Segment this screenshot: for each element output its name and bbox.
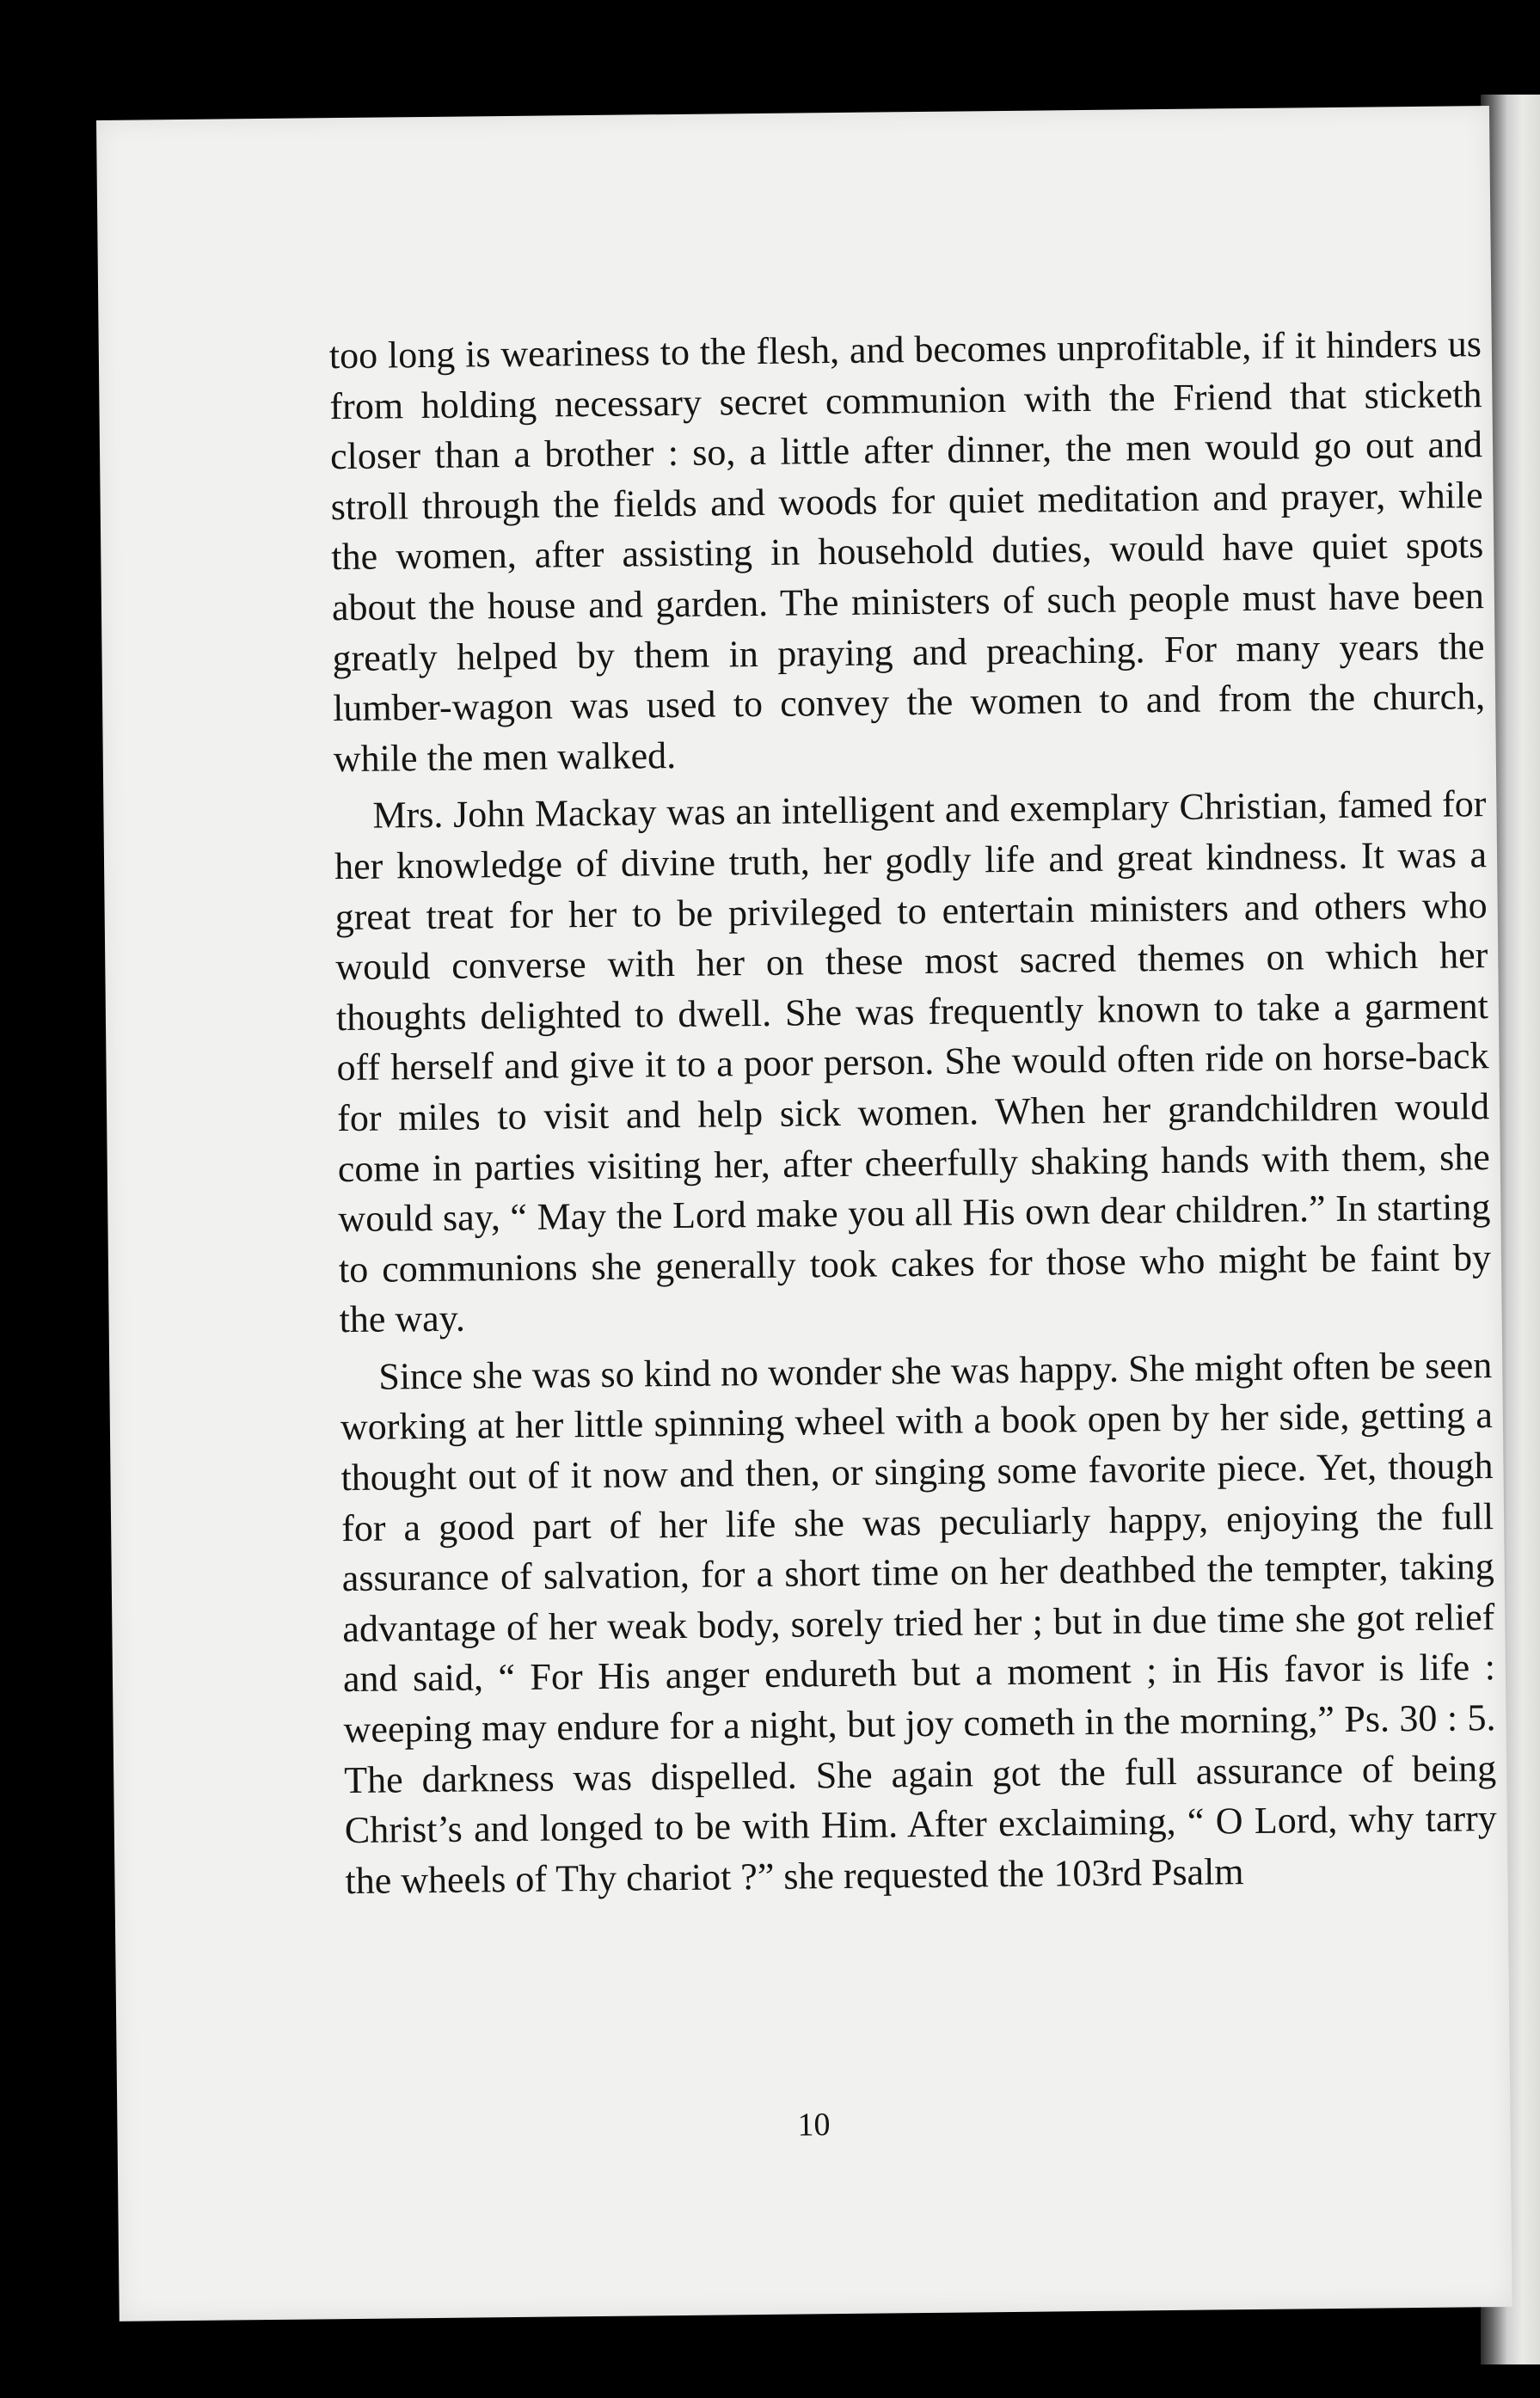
- paragraph-mrs-mackay: Mrs. John Mackay was an intelligent and exemplary Christian, famed for her knowledge of divine truth, her godly life and great kindness. It was a great treat for her to be privileged to entertain ministers and others who would converse with her on these most sacred themes on which her thoughts delighted to dwell. She was frequently known to take a garment off herself and give it to a poor person. She would often ride on horse-back for miles to visit and help sick women. When her grandchildren would come in parties visiting her, after cheerfully shaking hands with them, she would say, “ May the Lord make you all His own dear children.” In starting to communions she generally took cakes for those who might be faint by the way.: [334, 782, 1492, 1341]
- paragraph-continued: too long is weariness to the flesh, and becomes unprofitable, if it hinders us from holding necessary secret communion with the Friend that sticketh closer than a brother : so, a little after dinner, the men would go out and stroll through the fields and woods for quiet meditation and prayer, while the women, after assisting in household duties, would have quiet spots about the house and garden. The ministers of such people must have been greatly helped by them in praying and preaching. For many years the lumber-wagon was used to convey the women to and from the church, while the men walked.: [328, 322, 1486, 780]
- body-text: [329, 319, 1498, 1913]
- book-page: [96, 106, 1512, 2321]
- page-number: 10: [797, 2107, 831, 2143]
- paragraph-spinning-wheel: Since she was so kind no wonder she was happy. She might often be seen working at her little spinning wheel with a book open by her side, getting a thought out of it now and then, or singing some favorite piece. Yet, though for a good part of her life she was peculiarly happy, enjoying the full assurance of salvation, for a short time on her deathbed the tempter, taking advantage of her weak body, sorely tried her ; but in due time she got relief and said, “ For His anger endureth but a moment ; in His favor is life : weeping may endure for a night, but joy cometh in the morning,” Ps. 30 : 5. The darkness was dispelled. She again got the full assurance of being Christ’s and longed to be with Him. After exclaiming, “ O Lord, why tarry the wheels of Thy chariot ?” she requested the 103rd Psalm: [340, 1343, 1498, 1902]
